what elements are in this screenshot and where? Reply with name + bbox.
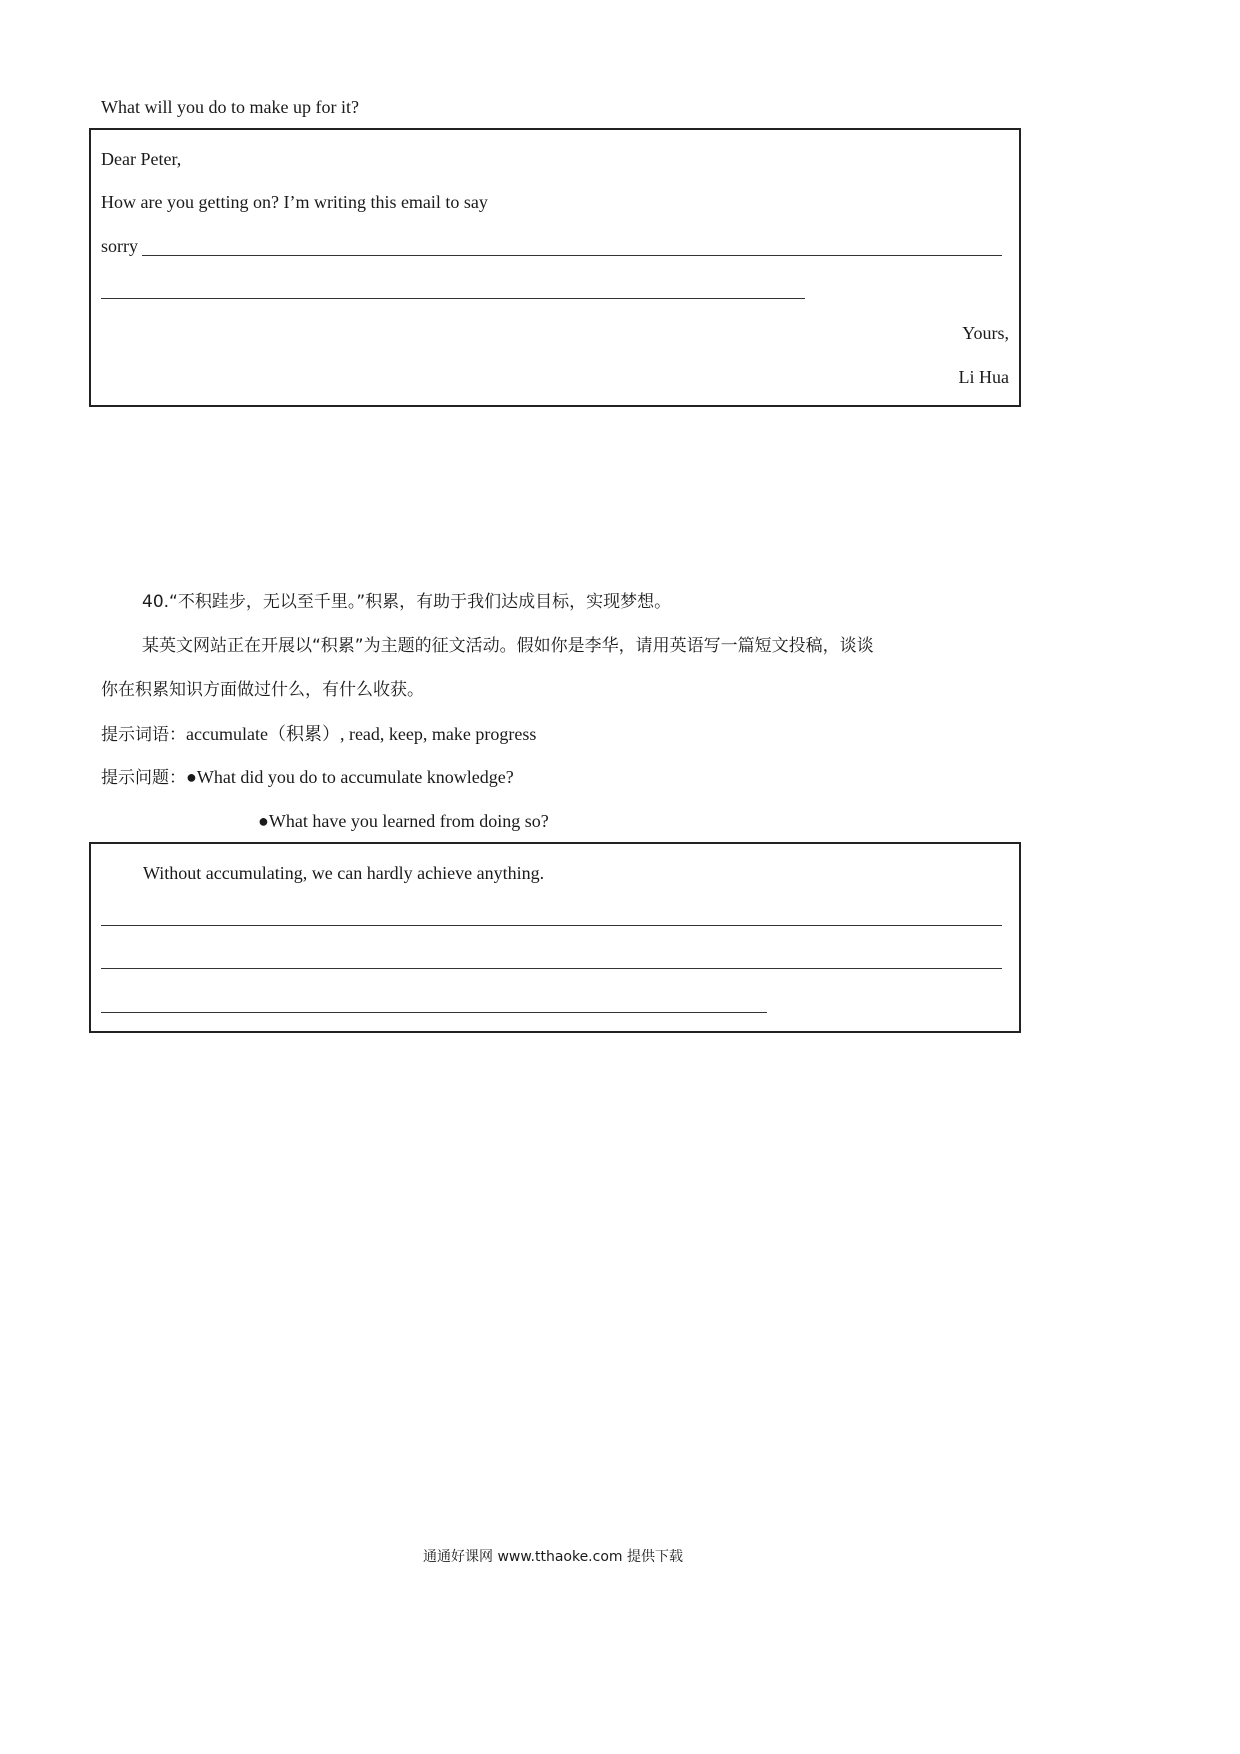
answer-start: Without accumulating, we can hardly achieve anything. <box>143 863 545 883</box>
answer-line[interactable] <box>101 1012 767 1013</box>
hint-words: accumulate（积累）, read, keep, make progress <box>186 724 537 744</box>
letter-line1: How are you getting on? I’m writing this email to say <box>101 192 488 212</box>
hint-words-label: 提示词语： <box>101 725 186 745</box>
q40-task-line1: 某英文网站正在开展以“积累”为主题的征文活动。假如你是李华，请用英语写一篇短文投稿，谈谈 <box>142 636 874 656</box>
q40-hint-words-row <box>101 723 536 746</box>
letter-closing: Yours, <box>962 323 1009 343</box>
q39-prompt-tail: What will you do to make up for it? <box>101 97 359 117</box>
q40-quote-row <box>142 591 671 613</box>
answer-line[interactable] <box>101 925 1002 926</box>
letter-greeting: Dear Peter, <box>101 149 182 169</box>
q40-quote: “不积跬步，无以至千里。”积累，有助于我们达成目标，实现梦想。 <box>169 592 672 612</box>
letter-sorry: sorry <box>101 236 138 256</box>
answer-line[interactable] <box>101 298 805 299</box>
q40-number: 40. <box>142 592 170 612</box>
hint-questions-label: 提示问题： <box>101 768 186 788</box>
answer-line[interactable] <box>142 255 1002 256</box>
letter-signature: Li Hua <box>958 367 1009 387</box>
q40-hint-questions-row <box>101 766 514 789</box>
footer-text: 通通好课网 www.tthaoke.com 提供下载 <box>423 1549 683 1565</box>
q40-task-line2: 你在积累知识方面做过什么，有什么收获。 <box>101 680 424 700</box>
q39-letter-box <box>89 128 1021 407</box>
answer-line[interactable] <box>101 968 1002 969</box>
hint-question-1: ●What did you do to accumulate knowledge? <box>186 767 514 787</box>
hint-question-2: ●What have you learned from doing so? <box>258 811 549 831</box>
